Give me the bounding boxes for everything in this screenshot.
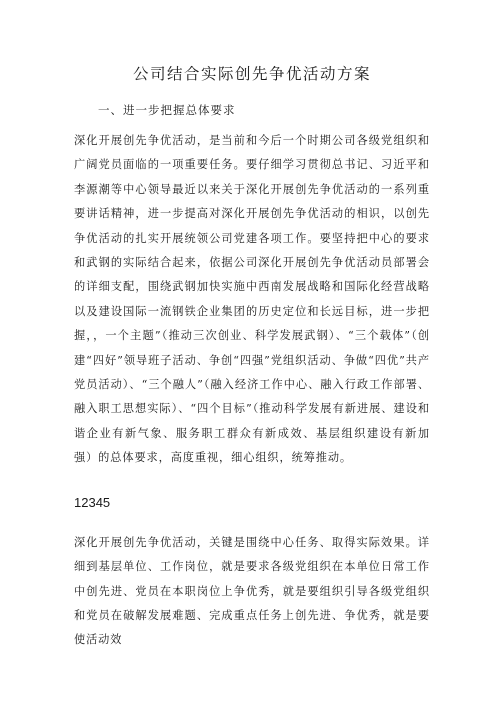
section-heading: 一、进一步把握总体要求 (98, 103, 236, 117)
body-paragraph-1: 深化开展创先争优活动，是当前和今后一个时期公司各级党组织和广阔党员面临的一项重要任务。要仔细学习贯彻总书记、习近平和李源潮等中心领导最近以来关于深化开展创先争优活动的一系列重要讲话精神，进一步提高对深化开展创先争优活动的相识，以创先争优活动的扎实开展统领公司党建各项工作。要坚持把中心的要求和武钢的实际结合起来，依据公司深化开展创先争优活动员部署会的详细支配，围绕武钢加快实施中西南发展战略和国际化经营战略以及建设国际一流钢铁企业集团的历史定位和长远目标，进一步把握，，一个主题”（推动三次创业、科学发展武钢）、“三个载体”（创建“四好”领导班子活动、争创“四强”党组织活动、争做“四优”共产党员活动）、“三个融人”（融入经济工作中心、融入行政工作部署、融入职工思想实际）、“四个目标”（推动科学发展有新进展、建设和谐企业有新气象、服务职工群众有新成效、基层组织建设有新加强）的总体要求，高度重视，细心组织，统筹推动。 (74, 134, 430, 465)
number-line: 12345 (74, 494, 111, 510)
document-title: 公司结合实际创先争优活动方案 (132, 65, 371, 83)
body-paragraph-2: 深化开展创先争优活动，关键是围绕中心任务、取得实际效果。详细到基层单位、工作岗位，就是要求各级党组织在本单位日常工作中创先进、党员在本职岗位上争优秀，就是要组织引导各级党组织和党员在破解发展难题、完成重点任务上创先进、争优秀，就是要使活动效 (74, 535, 430, 647)
